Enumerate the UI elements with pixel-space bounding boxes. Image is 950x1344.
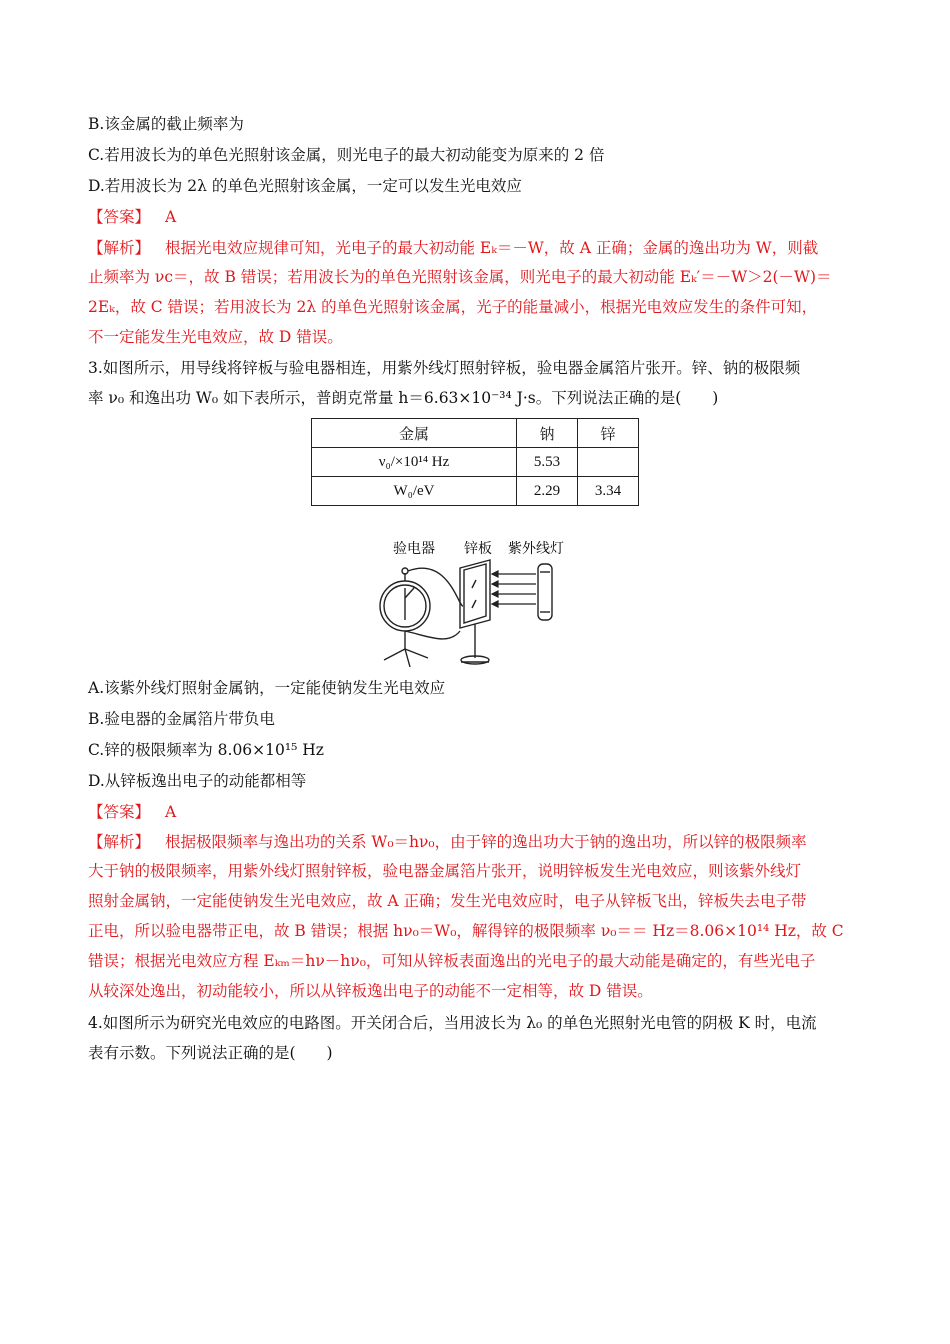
q3-stem-line-2: 率 ν₀ 和逸出功 W₀ 如下表所示，普朗克常量 h＝6.63×10⁻³⁴ J·s。下列说法正确的是( )	[88, 389, 719, 407]
label-uv-lamp: 紫外线灯	[508, 540, 564, 556]
q2-option-d: D.若用波长为 2λ 的单色光照射该金属，一定可以发生光电效应	[88, 177, 522, 195]
answer-value: A	[164, 208, 177, 226]
q3-analysis-line-1: 【解析】 根据极限频率与逸出功的关系 W₀＝hν₀，由于锌的逸出功大于钠的逸出功，所以锌的极限频率	[88, 833, 807, 851]
answer-value: A	[164, 803, 177, 821]
q3-analysis-line-5: 错误；根据光电效应方程 Eₖₘ＝hν－hν₀，可知从锌板表面逸出的光电子的最大动能是确定的，有些光电子	[88, 952, 816, 970]
q4-stem-line-1: 4.如图所示为研究光电效应的电路图。开关闭合后，当用波长为 λ₀ 的单色光照射光电管的阴极 K 时，电流	[88, 1014, 817, 1032]
q4-stem-line-2: 表有示数。下列说法正确的是( )	[88, 1044, 333, 1062]
table-cell: ν₀/×10¹⁴ Hz	[312, 448, 517, 477]
q3-analysis-line-2: 大于钠的极限频率，用紫外线灯照射锌板，验电器金属箔片张开，说明锌板发生光电效应，则该紫外线灯	[88, 862, 802, 880]
table-header-cell: 锌	[578, 419, 639, 448]
analysis-tag: 【解析】	[88, 239, 151, 257]
label-electroscope: 验电器	[393, 540, 435, 556]
table-row	[312, 477, 639, 506]
electroscope-icon	[380, 568, 463, 667]
answer-tag: 【答案】	[88, 803, 151, 821]
table-header-cell: 金属	[312, 419, 517, 448]
table-cell: 2.29	[517, 477, 578, 506]
q3-stem-line-1: 3.如图所示，用导线将锌板与验电器相连，用紫外线灯照射锌板，验电器金属箔片张开。锌、钠的极限频	[88, 359, 801, 377]
q2-option-c: C.若用波长为的单色光照射该金属，则光电子的最大初动能变为原来的 2 倍	[88, 146, 605, 164]
q3-option-c: C.锌的极限频率为 8.06×10¹⁵ Hz	[88, 741, 324, 759]
table-cell: W₀/eV	[312, 477, 517, 506]
q2-analysis-line-4: 不一定能发生光电效应，故 D 错误。	[88, 328, 343, 346]
table-row	[312, 448, 639, 477]
table-header-row	[312, 419, 639, 448]
q3-answer	[88, 801, 176, 823]
zinc-plate-icon	[460, 560, 490, 664]
analysis-tag: 【解析】	[88, 833, 151, 851]
q3-analysis-line-4: 正电，所以验电器带正电，故 B 错误；根据 hν₀＝W₀，解得锌的极限频率 ν₀＝＝ Hz＝8.06×10¹⁴ Hz，故 C	[88, 922, 844, 940]
q2-option-b: B.该金属的截止频率为	[88, 115, 244, 133]
answer-tag: 【答案】	[88, 208, 151, 226]
q2-analysis-line-2: 止频率为 νc＝，故 B 错误；若用波长为的单色光照射该金属，则光电子的最大初动能 Eₖ′＝－W＞2(－W)＝	[88, 268, 832, 286]
q2-analysis-line-1: 【解析】 根据光电效应规律可知，光电子的最大初动能 Eₖ＝－W，故 A 正确；金属的逸出功为 W，则截	[88, 239, 819, 257]
q3-analysis-line-6: 从较深处逸出，初动能较小，所以从锌板逸出电子的动能不一定相等，故 D 错误。	[88, 982, 653, 1000]
light-rays	[492, 571, 536, 607]
q3-option-d: D.从锌板逸出电子的动能都相等	[88, 772, 307, 790]
q2-answer	[88, 206, 176, 228]
q3-option-a: A.该紫外线灯照射金属钠，一定能使钠发生光电效应	[88, 679, 446, 697]
uv-lamp-icon	[538, 564, 552, 620]
q3-analysis-line-3: 照射金属钠，一定能使钠发生光电效应，故 A 正确；发生光电效应时，电子从锌板飞出，锌板失去电子带	[88, 892, 807, 910]
q2-analysis-line-3: 2Eₖ，故 C 错误；若用波长为 2λ 的单色光照射该金属，光子的能量减小，根据光电效应发生的条件可知，	[88, 298, 818, 316]
table-header-cell: 钠	[517, 419, 578, 448]
q3-option-b: B.验电器的金属箔片带负电	[88, 710, 275, 728]
table-cell: 3.34	[578, 477, 639, 506]
experiment-figure	[368, 536, 588, 670]
table-cell: 5.53	[517, 448, 578, 477]
table-cell	[578, 448, 639, 477]
work-function-table	[311, 418, 639, 506]
label-zinc-plate: 锌板	[464, 540, 492, 556]
